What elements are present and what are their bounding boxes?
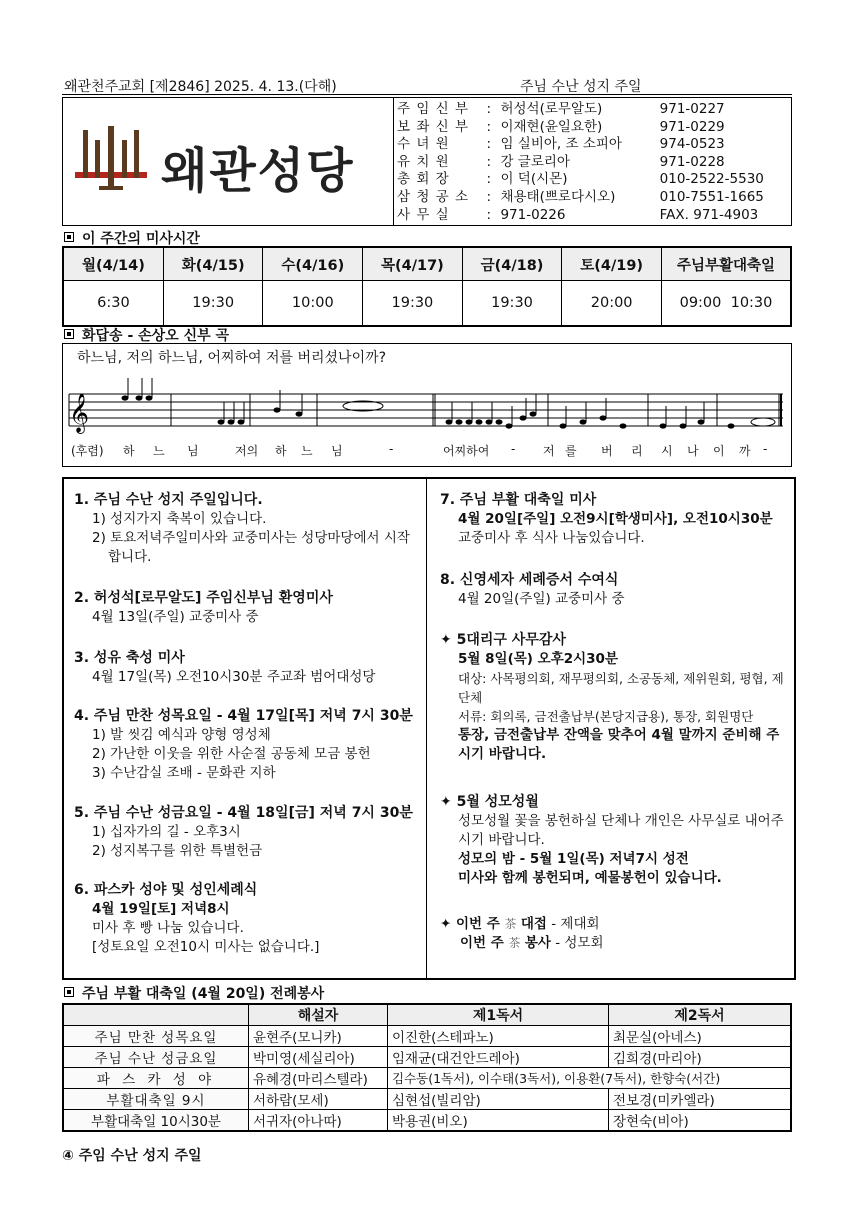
- time-cell: 10:00: [263, 281, 363, 327]
- time-cell: 6:30: [63, 281, 163, 327]
- day-cell: 월(4/14): [63, 247, 163, 281]
- parish-info-box: [62, 97, 792, 226]
- time-cell: 20:00: [562, 281, 662, 327]
- parish-logo: [63, 98, 394, 225]
- staff-row: 수 녀 원 : 임 실비아, 조 소피아 974-0523: [397, 136, 725, 153]
- notice-8: 8. 신영세자 세례증서 수여식 4월 20일(주일) 교중미사 중: [440, 572, 625, 607]
- staff-row: 사 무 실 : 971-0226 FAX. 971-4903: [397, 206, 759, 223]
- notices-box: [62, 477, 796, 980]
- notice-marian-month: ✦ 5월 성모성월 성모성월 꽃을 봉헌하실 단체나 개인은 사무실로 내어주시기 바랍니다. 성모의 밤 - 5월 1일(목) 저녁7시 성전 미사와 함께 봉헌되며, 예물봉헌이 있습니다.: [440, 794, 784, 886]
- mass-section-title: 이 주간의 미사시간: [64, 228, 200, 248]
- service-section-title: 주님 부활 대축일 (4월 20일) 전례봉사: [64, 983, 324, 1003]
- cross-logo-icon: [71, 126, 151, 196]
- service-row: 주님 수난 성금요일 박미영(세실리아) 임재균(대건안드레아) 김희경(마리아): [63, 1047, 791, 1068]
- liturgy-service-table: [62, 1003, 792, 1132]
- staff-row: 총 회 장 : 이 덕(시몬) 010-2522-5530: [397, 171, 764, 188]
- service-row: 부활대축일 10시30분 서귀자(아나따) 박용권(비오) 장현숙(비아): [63, 1110, 791, 1132]
- tea-icon: 茶: [504, 917, 517, 931]
- day-cell: 화(4/15): [163, 247, 263, 281]
- staff-directory: [397, 101, 789, 224]
- notice-audit: ✦ 5대리구 사무감사 5월 8일(목) 오후2시30분 대상: 사목평의회, 재무평의회, 소공동체, 제위원회, 평협, 제단체 서류: 회의록, 금전출납부(본당지급용), 통장, 회원명단 통장, 금전출납부 잔액을 맞추어 4월 말까지 준비해 주시기 바랍니다.: [440, 632, 784, 762]
- mass-days-row: [63, 247, 791, 281]
- logo-text: 왜관성당: [161, 143, 355, 199]
- psalm-refrain-text: 하느님, 저의 하느님, 어찌하여 저를 버리셨나이까?: [77, 350, 387, 366]
- notice-3: 3. 성유 축성 미사 4월 17일(목) 오전10시30분 주교좌 범어대성당: [74, 650, 376, 685]
- notice-2: 2. 허성석[로무알도] 주임신부님 환영미사 4월 13일(주일) 교중미사 중: [74, 590, 333, 625]
- day-cell: 토(4/19): [562, 247, 662, 281]
- service-row: 파 스 카 성 야 유혜경(마리스텔라) 김수동(1독서), 이수태(3독서), 이용환(7독서), 한향숙(서간): [63, 1068, 791, 1089]
- notice-6: 6. 파스카 성야 및 성인세례식 4월 19일[토] 저녁8시 미사 후 빵 나눔 있습니다. [성토요일 오전10시 미사는 없습니다.]: [74, 882, 320, 955]
- day-cell: 수(4/16): [263, 247, 363, 281]
- psalm-section-title: 화답송 - 손상오 신부 곡: [64, 325, 229, 345]
- notices-column-divider: [426, 479, 427, 978]
- staff-row: 주 임 신 부 : 허성석(로무알도) 971-0227: [397, 101, 725, 117]
- psalm-music-box: 하느님, 저의 하느님, 어찌하여 저를 버리셨나이까? 𝄞 (후렴) 하 느 님 저의 하 느 님 - 어찌하여 - 저 를 버 리 시 나 이 까 -: [62, 343, 792, 467]
- mass-times-row: [63, 281, 791, 327]
- music-staff: [63, 364, 791, 442]
- header-divider: [62, 94, 792, 95]
- page-footer: ④ 주임 수난 성지 주일: [62, 1148, 202, 1164]
- tea-icon: 茶: [508, 936, 521, 950]
- time-cell: 19:30: [363, 281, 463, 327]
- bulletin-issue-info: 왜관천주교회 [제2846] 2025. 4. 13.(다해): [64, 79, 337, 95]
- day-cell: 목(4/17): [363, 247, 463, 281]
- time-cell: 09:00 10:30: [662, 281, 792, 327]
- day-cell: 금(4/18): [462, 247, 562, 281]
- liturgical-day-title: 주님 수난 성지 주일: [520, 79, 642, 95]
- service-header-row: 해설자 제1독서 제2독서: [63, 1004, 791, 1026]
- staff-row: 보 좌 신 부 : 이재현(윤일요한) 971-0229: [397, 118, 725, 135]
- notice-1: 1. 주님 수난 성지 주일입니다. 1) 성지가지 축복이 있습니다. 2) 토요저녁주일미사와 교중미사는 성당마당에서 시작합니다.: [74, 492, 410, 565]
- mass-schedule-table: [62, 246, 792, 327]
- notice-7: 7. 주님 부활 대축일 미사 4월 20일[주일] 오전9시[학생미사], 오전10시30분 교중미사 후 식사 나눔있습니다.: [440, 492, 773, 546]
- time-cell: 19:30: [163, 281, 263, 327]
- notice-weekly-duty: ✦ 이번 주 茶 대접 - 제대회 이번 주 茶 봉사 - 성모회: [440, 916, 604, 951]
- notice-5: 5. 주님 수난 성금요일 - 4월 18일[금] 저녁 7시 30분 1) 십자가의 길 - 오후3시 2) 성지복구를 위한 특별헌금: [74, 805, 413, 859]
- staff-row: 유 치 원 : 강 글로리아 971-0228: [397, 153, 725, 170]
- service-row: 주님 만찬 성목요일 윤현주(모니카) 이진한(스테파노) 최문실(아네스): [63, 1026, 791, 1047]
- svg-text:𝄞: 𝄞: [69, 393, 90, 433]
- service-row: 부활대축일 9시 서하람(모세) 심현섭(빌리암) 전보경(미카엘라): [63, 1089, 791, 1110]
- time-cell: 19:30: [462, 281, 562, 327]
- day-cell: 주님부활대축일: [662, 247, 792, 281]
- notice-4: 4. 주님 만찬 성목요일 - 4월 17일[목] 저녁 7시 30분 1) 발 씻김 예식과 양형 영성체 2) 가난한 이웃을 위한 사순절 공동체 모금 봉헌 3) 수난감실 조배 - 문화관 지하: [74, 708, 413, 781]
- staff-row: 삼 청 공 소 : 채용태(쁘로다시오) 010-7551-1665: [397, 188, 764, 205]
